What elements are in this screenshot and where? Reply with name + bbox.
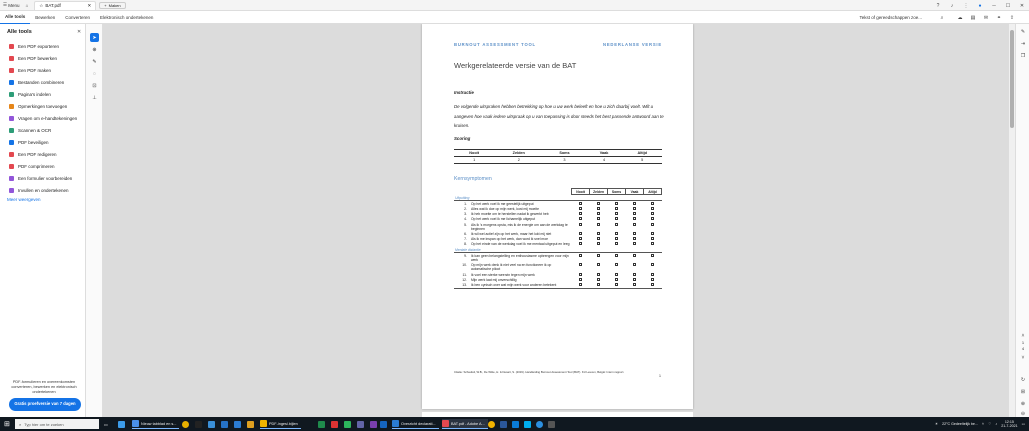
answer-checkbox[interactable]: [579, 283, 582, 286]
answer-cell: [643, 263, 661, 272]
clock-time: 12:15: [1004, 419, 1014, 424]
photos-icon[interactable]: [208, 419, 215, 429]
tool-icon: [9, 188, 14, 193]
answer-checkbox[interactable]: [651, 242, 654, 245]
clock[interactable]: [1001, 420, 1017, 429]
taskbar-search-placeholder: Typ hier om te zoeken: [24, 421, 64, 427]
answer-checkbox[interactable]: [615, 223, 618, 226]
search-icon: ⌕: [19, 421, 22, 427]
new-button-label: Maken: [108, 2, 121, 8]
files-icon[interactable]: [247, 419, 254, 429]
answer-checkbox[interactable]: [633, 202, 636, 205]
answer-checkbox[interactable]: [651, 223, 654, 226]
answer-checkbox[interactable]: [615, 202, 618, 205]
answer-checkbox[interactable]: [651, 212, 654, 215]
instructie-text: De volgende uitspraken hebben betrekking op hoe u uw werk beleeft en hoe u zich daarbij voelt. Wilt u aangeven hoe vaak iedere uitspraak op u van toepassing is door steeds het best passende antwoord aan te kruisen.: [454, 104, 664, 128]
tool-item[interactable]: [9, 68, 51, 73]
plus-icon: +: [104, 2, 107, 8]
search-icon[interactable]: ⌕: [940, 14, 944, 21]
taskbar-window-3[interactable]: [442, 419, 488, 429]
comment-icon[interactable]: ✎: [1020, 29, 1026, 35]
tool-icon: [9, 80, 14, 85]
tool-item-label: Een PDF maken: [18, 68, 52, 73]
promo-text: PDF-formulieren en overeenkomsten converteren, bewerken en elektronisch ondertekenen: [11, 380, 77, 394]
chrome-app-icon[interactable]: [488, 419, 495, 429]
tool-icon: [9, 44, 14, 49]
item-number: 1.: [464, 201, 467, 206]
answer-cell: [643, 253, 661, 263]
items-column-header: Altijd: [643, 189, 661, 195]
item-number: 9.: [464, 253, 467, 258]
tool-icon: [9, 128, 14, 133]
star-icon: ☆: [39, 2, 44, 8]
tool-icon: [9, 56, 14, 61]
item-text: Ik wil wel actief zijn op het werk, maar het lukt mij niet: [470, 231, 552, 236]
home-icon: ⌂: [25, 2, 29, 8]
item-text: Als ik 's morgens opsta, mis ik de energie om aan de werkdag te beginnen: [470, 222, 568, 231]
answer-checkbox[interactable]: [597, 263, 600, 266]
item-number: 6.: [464, 231, 467, 236]
window-icon: [392, 420, 399, 427]
settings-icon[interactable]: [548, 419, 555, 429]
answer-checkbox[interactable]: [615, 207, 618, 210]
item-number: 3.: [464, 212, 467, 217]
item-number: 7.: [464, 237, 467, 242]
answer-checkbox[interactable]: [615, 237, 618, 240]
item-text: Ik voel een sterke weerzin tegen mijn werk: [470, 272, 535, 277]
item-number: 8.: [464, 242, 467, 247]
text-box-icon[interactable]: ⊡: [92, 82, 97, 89]
group-label: Mentale distantie: [454, 247, 662, 253]
answer-checkbox[interactable]: [597, 202, 600, 205]
table-row: [454, 282, 662, 288]
tool-search[interactable]: [859, 11, 945, 24]
tool-item[interactable]: [9, 188, 69, 193]
answer-checkbox[interactable]: [597, 254, 600, 257]
items-column-header: Soms: [608, 189, 626, 195]
answer-cell: [643, 222, 661, 231]
item-text: Alles wat ik doe op mijn werk, kost mij moeite: [470, 206, 539, 211]
share-icon[interactable]: ⇪: [1009, 14, 1015, 21]
answer-cell: [608, 263, 626, 272]
item-number: 12.: [462, 277, 467, 282]
answer-checkbox[interactable]: [651, 254, 654, 257]
tool-item-label: Opmerkingen toevoegen: [18, 104, 68, 109]
answer-checkbox[interactable]: [615, 212, 618, 215]
free-trial-button[interactable]: Gratis proefversie van 7 dagen: [9, 398, 81, 411]
answer-checkbox[interactable]: [633, 212, 636, 215]
window-label: Nieuw tabblad en s...: [141, 421, 177, 426]
export-icon[interactable]: ⇥: [1020, 41, 1026, 47]
tools-panel: [0, 24, 86, 417]
scoring-value: 4: [586, 157, 623, 164]
cloud-upload-icon[interactable]: ☁: [957, 14, 963, 21]
window-label: BAT.pdf - Adobe A...: [451, 421, 485, 426]
zoom-out-icon[interactable]: ⊖: [1020, 411, 1026, 417]
answer-checkbox[interactable]: [651, 273, 654, 276]
outlook-icon[interactable]: [380, 419, 387, 429]
answer-checkbox[interactable]: [597, 223, 600, 226]
scoring-value: 5: [622, 157, 662, 164]
tool-item-label: Scannen & OCR: [18, 128, 52, 133]
shield-icon[interactable]: [331, 419, 338, 429]
item-number: 2.: [464, 206, 467, 211]
item-number: 13.: [454, 282, 470, 288]
taskbar: [0, 417, 1029, 431]
answer-cell: [608, 253, 626, 263]
stamp-icon[interactable]: ⊥: [92, 94, 97, 101]
zoom-icon[interactable]: ⊕: [92, 46, 97, 53]
right-panel: [1015, 24, 1029, 417]
answer-cell: [590, 282, 608, 288]
answer-checkbox[interactable]: [615, 278, 618, 281]
lasso-icon[interactable]: ◌: [93, 70, 96, 77]
volume-icon[interactable]: ♪: [995, 422, 998, 426]
skype-icon[interactable]: [524, 419, 531, 429]
answer-cell: [572, 253, 590, 263]
answer-checkbox[interactable]: [579, 254, 582, 257]
item-text: Op het werk voel ik me lichamelijk uitgeput: [470, 217, 536, 222]
table-row: [454, 263, 662, 272]
answer-checkbox[interactable]: [633, 273, 636, 276]
header-left: BURNOUT ASSESSMENT TOOL: [454, 42, 536, 47]
bell-icon[interactable]: ♪: [950, 2, 954, 9]
scoring-value: 2: [494, 157, 543, 164]
tool-item-label: Een PDF bewerken: [18, 56, 58, 61]
answer-checkbox[interactable]: [651, 217, 654, 220]
help-icon[interactable]: ?: [936, 2, 940, 9]
select-cursor-icon[interactable]: ➤: [90, 33, 99, 42]
items-table: [454, 188, 662, 289]
tool-item-label: PDF beveiligen: [18, 140, 49, 145]
answer-checkbox[interactable]: [579, 202, 582, 205]
answer-checkbox[interactable]: [651, 263, 654, 266]
tool-item[interactable]: [9, 80, 64, 85]
answer-cell: [572, 222, 590, 231]
answer-checkbox[interactable]: [651, 278, 654, 281]
answer-checkbox[interactable]: [633, 263, 636, 266]
tool-item-label: Vragen om e-handtekeningen: [18, 116, 78, 121]
scoring-header: Altijd: [622, 150, 662, 157]
tool-item[interactable]: [9, 56, 57, 61]
notification-icon[interactable]: ▭: [1021, 422, 1025, 426]
answer-cell: [626, 282, 644, 288]
tool-icon: [9, 152, 14, 157]
zoom-in-icon[interactable]: ⊕: [1020, 401, 1026, 407]
clock-date: 21-7-2021: [1001, 424, 1018, 428]
tool-item[interactable]: [9, 104, 67, 109]
menu-button[interactable]: [0, 0, 23, 11]
item-text: Op het werk voel ik me geestelijk uitgeput: [470, 201, 534, 206]
group-label: Uitputting: [454, 195, 662, 201]
menu-convert[interactable]: Converteren: [65, 14, 91, 20]
citation: Citatie: Schaufeli, W.B., De Witte, H. & Desart, S. (2019). Handleiding Burnout Assessment Tool (BAT). KU Leuven, België: Intern rapport.: [454, 370, 625, 374]
tool-item-label: Een PDF exporteren: [18, 44, 60, 49]
answer-checkbox[interactable]: [633, 232, 636, 235]
answer-checkbox[interactable]: [579, 223, 582, 226]
header-right: NEDERLANSE VERSIE: [603, 42, 662, 47]
scoring-header: Soms: [543, 150, 585, 157]
tool-item[interactable]: [9, 128, 51, 133]
mail-icon[interactable]: ✉: [983, 14, 989, 21]
window-label: PDF-ingesl.bijlen: [269, 421, 298, 426]
answer-checkbox[interactable]: [579, 207, 582, 210]
new-button[interactable]: [99, 2, 125, 9]
items-column-header: Nooit: [572, 189, 590, 195]
item-number: 11.: [462, 272, 467, 277]
answer-cell: [643, 282, 661, 288]
answer-checkbox[interactable]: [597, 217, 600, 220]
excel-icon[interactable]: [318, 419, 325, 429]
taskbar-window-1[interactable]: [260, 419, 301, 429]
tool-item-label: Pagina's indelen: [18, 92, 51, 97]
taskbar-window-2[interactable]: [392, 419, 439, 429]
page-current[interactable]: 1: [1021, 340, 1025, 345]
answer-cell: [572, 282, 590, 288]
answer-checkbox[interactable]: [615, 273, 618, 276]
mail-app-icon[interactable]: [221, 419, 228, 429]
answer-checkbox[interactable]: [597, 278, 600, 281]
weather-icon: ☀: [934, 422, 939, 426]
edge-app-icon[interactable]: [536, 419, 543, 429]
scrollbar-thumb[interactable]: [1010, 30, 1014, 128]
answer-checkbox[interactable]: [579, 263, 582, 266]
home-button[interactable]: [23, 0, 32, 11]
tools-panel-title: Alle tools: [7, 29, 32, 35]
scoring-header: Nooit: [454, 150, 494, 157]
answer-checkbox[interactable]: [633, 237, 636, 240]
answer-checkbox[interactable]: [579, 273, 582, 276]
tool-item-label: Bestanden combineren: [18, 80, 65, 85]
close-panel-icon[interactable]: ✕: [77, 29, 82, 35]
answer-checkbox[interactable]: [579, 237, 582, 240]
item-text: Ik kan geen belangstelling en enthousiasme opbrengen voor mijn werk: [470, 253, 569, 262]
avatar[interactable]: ●: [978, 2, 982, 9]
answer-checkbox[interactable]: [615, 263, 618, 266]
tool-search-label: Tekst of gereedschappen zoe...: [859, 15, 922, 20]
table-row: [454, 222, 662, 231]
chevron-down-icon[interactable]: ˅: [1021, 355, 1025, 361]
fit-page-icon[interactable]: ⊞: [1020, 389, 1026, 395]
network-icon[interactable]: ⌔: [988, 421, 992, 426]
tool-icon: [9, 140, 14, 145]
scoring-label: Scoring: [454, 136, 471, 141]
item-text: Ik heb moeite om te herstellen nadat ik gewerkt heb: [470, 212, 549, 217]
answer-checkbox[interactable]: [579, 232, 582, 235]
close-tab-icon[interactable]: ✕: [87, 2, 92, 8]
page-number: 1: [659, 374, 661, 378]
quick-tools-bar: [86, 24, 103, 417]
tool-icon: [9, 68, 14, 73]
scoring-table: [454, 149, 662, 164]
answer-cell: [626, 253, 644, 263]
answer-checkbox[interactable]: [579, 278, 582, 281]
task-view-icon[interactable]: ▭: [104, 422, 108, 427]
tool-item[interactable]: [9, 176, 72, 181]
answer-cell: [572, 263, 590, 272]
word-icon[interactable]: [500, 419, 507, 429]
answer-checkbox[interactable]: [615, 242, 618, 245]
table-row: [454, 253, 662, 263]
tool-item[interactable]: [9, 92, 51, 97]
answer-checkbox[interactable]: [651, 232, 654, 235]
item-text: Mijn werk laat mij onverschillig: [470, 277, 517, 282]
answer-checkbox[interactable]: [579, 242, 582, 245]
item-text: Op het einde van de werkdag voel ik me mentaal uitgeput en leeg: [470, 242, 570, 247]
tool-icon: [9, 164, 14, 169]
show-more-link[interactable]: Meer weergeven: [7, 197, 41, 202]
hamburger-icon: ☰: [3, 2, 9, 7]
answer-checkbox[interactable]: [597, 237, 600, 240]
scoring-header: Zelden: [494, 150, 543, 157]
window-controls: [931, 0, 1029, 11]
item-number: 4.: [464, 217, 467, 222]
weather-text[interactable]: 22°C Gedeeltelijk be...: [942, 422, 978, 426]
onedrive-icon[interactable]: [512, 419, 519, 429]
answer-checkbox[interactable]: [597, 242, 600, 245]
menu-edit[interactable]: Bewerken: [35, 14, 56, 20]
answer-cell: [590, 222, 608, 231]
chevron-up-icon[interactable]: ˄: [1021, 333, 1025, 339]
document-tab[interactable]: [34, 1, 96, 10]
taskbar-window-0[interactable]: [132, 419, 179, 429]
print-icon[interactable]: ▤: [970, 14, 976, 21]
tool-item[interactable]: [9, 164, 55, 169]
taskbar-search[interactable]: [15, 419, 99, 429]
minimize-button[interactable]: ─: [992, 2, 996, 9]
store-icon[interactable]: [344, 419, 351, 429]
tool-item-label: Invullen en ondertekenen: [18, 188, 69, 193]
answer-checkbox[interactable]: [615, 283, 618, 286]
answer-cell: [608, 282, 626, 288]
page-total: 4: [1021, 346, 1025, 351]
item-text: Als ik me inspan op het werk, dan word ik snel moe: [470, 237, 549, 242]
close-window-button[interactable]: ✕: [1019, 2, 1025, 9]
menu-label: Menu: [8, 2, 20, 8]
answer-cell: [590, 263, 608, 272]
tiktok-icon[interactable]: [195, 419, 202, 429]
window-label: Overzicht declarati...: [401, 421, 436, 426]
instructie-label: Instructie: [454, 90, 474, 95]
items-column-header: Zelden: [590, 189, 608, 195]
answer-checkbox[interactable]: [615, 232, 618, 235]
answer-checkbox[interactable]: [651, 202, 654, 205]
video-icon[interactable]: [370, 419, 377, 429]
scoring-value: 1: [454, 157, 494, 164]
maximize-button[interactable]: ☐: [1005, 2, 1011, 9]
toolbar-icons: [957, 11, 1015, 24]
calendar-icon[interactable]: [234, 419, 241, 429]
tool-icon: [9, 104, 14, 109]
answer-checkbox[interactable]: [579, 212, 582, 215]
scoring-header: Vaak: [586, 150, 623, 157]
answer-cell: [590, 253, 608, 263]
answer-checkbox[interactable]: [633, 207, 636, 210]
pages-icon[interactable]: ❐: [1020, 53, 1026, 59]
tool-icon: [9, 92, 14, 97]
answer-checkbox[interactable]: [633, 254, 636, 257]
answer-cell: [608, 222, 626, 231]
item-text: Ik ben cynisch over wat mijn werk voor anderen betekent: [470, 282, 572, 288]
answer-checkbox[interactable]: [633, 278, 636, 281]
answer-checkbox[interactable]: [597, 212, 600, 215]
document-viewer[interactable]: [103, 24, 1009, 417]
chrome-icon[interactable]: [182, 419, 189, 429]
window-icon: [442, 420, 449, 427]
page-title: Werkgerelateerde versie van de BAT: [454, 61, 577, 70]
answer-checkbox[interactable]: [597, 273, 600, 276]
chevron-up-icon[interactable]: ˄: [981, 422, 985, 426]
answer-checkbox[interactable]: [633, 242, 636, 245]
tool-icon: [9, 176, 14, 181]
scoring-value: 3: [543, 157, 585, 164]
edge-icon[interactable]: [118, 419, 125, 429]
answer-checkbox[interactable]: [651, 283, 654, 286]
windows-start-icon[interactable]: ⊞: [4, 421, 10, 428]
answer-cell: [626, 222, 644, 231]
tool-item[interactable]: [9, 44, 59, 49]
tool-icon: [9, 116, 14, 121]
window-icon: [132, 420, 139, 427]
apps-icon[interactable]: ⋮: [963, 2, 969, 9]
tool-item-label: Een formulier voorbereiden: [18, 176, 73, 181]
tool-item-label: Een PDF redigeren: [18, 152, 57, 157]
rotate-icon[interactable]: ↻: [1020, 377, 1026, 383]
answer-checkbox[interactable]: [597, 232, 600, 235]
answer-checkbox[interactable]: [651, 207, 654, 210]
tool-item[interactable]: [9, 152, 57, 157]
tool-item[interactable]: [9, 140, 49, 145]
section-title: Kernsymptomen: [454, 176, 492, 182]
teams-icon[interactable]: [357, 419, 364, 429]
answer-checkbox[interactable]: [615, 217, 618, 220]
answer-checkbox[interactable]: [633, 283, 636, 286]
menu-esign[interactable]: Elektronisch ondertekenen: [100, 14, 154, 20]
title-bar: [0, 0, 1029, 11]
tab-title: BAT.pdf: [45, 3, 61, 8]
tool-item[interactable]: [9, 116, 77, 121]
window-icon: [260, 420, 267, 427]
tool-item-label: PDF comprimeren: [18, 164, 55, 169]
pen-icon[interactable]: ✎: [92, 58, 97, 65]
answer-checkbox[interactable]: [633, 217, 636, 220]
item-text: Op mijn werk denk ik niet veel na en functioneer ik op automatische piloot: [470, 263, 552, 272]
menu-all-tools[interactable]: Alle tools: [0, 11, 30, 24]
answer-checkbox[interactable]: [597, 283, 600, 286]
pdf-page: [422, 24, 693, 409]
items-column-header: Vaak: [626, 189, 644, 195]
system-tray: [935, 418, 1025, 430]
answer-cell: [626, 263, 644, 272]
answer-checkbox[interactable]: [615, 254, 618, 257]
item-number: 5.: [464, 222, 467, 227]
answer-checkbox[interactable]: [579, 217, 582, 220]
answer-checkbox[interactable]: [597, 207, 600, 210]
answer-checkbox[interactable]: [651, 237, 654, 240]
answer-checkbox[interactable]: [633, 223, 636, 226]
item-number: 10.: [462, 263, 467, 268]
link-icon[interactable]: ⚭: [996, 14, 1002, 21]
